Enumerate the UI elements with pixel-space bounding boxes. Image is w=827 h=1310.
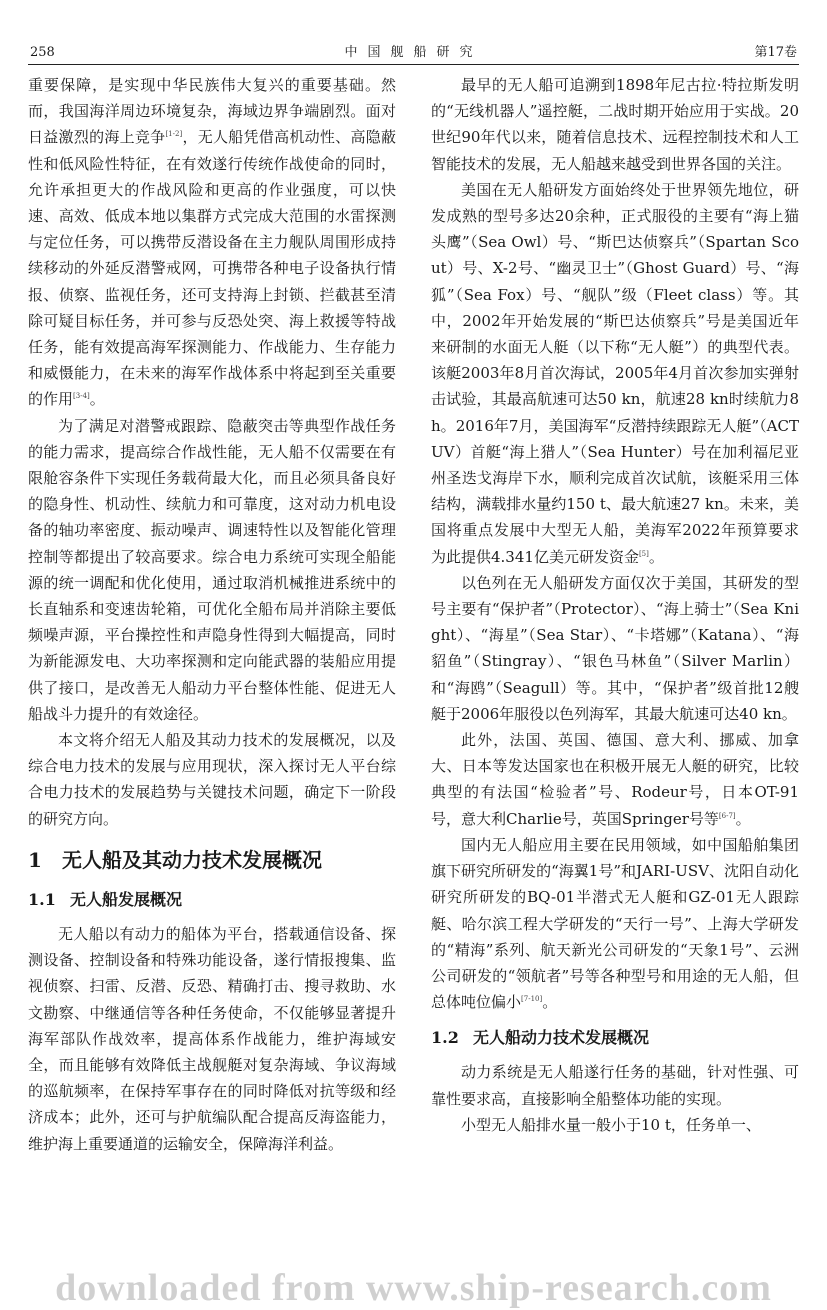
subsection-heading: 1.1 无人船发展概况: [28, 889, 183, 909]
paragraph: 美国在无人船研发方面始终处于世界领先地位，研发成熟的型号多达20余种，正式服役的主要有“海上猫头鹰”（Sea Owl）号、“斯巴达侦察兵”（Spartan Scout）号、X-2号、“幽灵卫士”（Ghost Guard）号、“海狐”（Sea Fox）号、“舰队”级（Fleet class）等。其中，2002年开始发展的“斯巴达侦察兵”号是美国近年来研制的水面无人艇（以下称“无人艇”）的典型代表。该艇2003年8月首次海试，2005年4月首次参加实弹射击试验，其最高航速可达50 kn，航速28 kn时续航力8 h。2016年7月，美国海军“反潜持续跟踪无人艇”（ACTUV）首艇“海上猎人”（Sea Hunter）号在加利福尼亚州圣迭戈海岸下水，顺利完成首次试航，该艇采用三体结构，满载排水量约150 t、最大航速27 kn。未来，美国将重点发展中大型无人船，美海军2022年预算要求为此提供4.341亿美元研发资金[5]。: [431, 180, 799, 566]
volume-label: 第17卷: [754, 45, 797, 60]
paragraph: 本文将介绍无人船及其动力技术的发展概况，以及综合电力技术的发展与应用现状，深入探讨无人平台综合电力技术的发展趋势与关键技术问题，确定下一阶段的研究方向。: [28, 731, 396, 828]
paragraph: 动力系统是无人船遂行任务的基础，针对性强、可靠性要求高，直接影响全船整体功能的实现。: [431, 1063, 799, 1108]
citation[interactable]: [5]: [638, 549, 649, 558]
paragraph: 最早的无人船可追溯到1898年尼古拉·特拉斯发明的“无线机器人”遥控艇，二战时期开始应用于实战。20世纪90年代以来，随着信息技术、远程控制技术和人工智能技术的发展，无人船越来越受到世界各国的关注。: [431, 76, 799, 173]
citation[interactable]: [7-10]: [521, 995, 543, 1004]
paragraph: 重要保障，是实现中华民族伟大复兴的重要基础。然而，我国海洋周边环境复杂，海域边界争端剧烈。面对日益激烈的海上竞争[1-2]，无人船凭借高机动性、高隐蔽性和低风险性特征，在有效遂行传统作战使命的同时，允许承担更大的作战风险和更高的作业强度，可以快速、高效、低成本地以集群方式完成大范围的水雷探测与定位任务，可以携带反潜设备在主力舰队周围形成持续移动的外延反潜警戒网，可携带各种电子设备执行情报、侦察、监视任务，还可支持海上封锁、拦截甚至清除可疑目标任务，并可参与反恐处突、海上救援等特战任务，能有效提高海军探测能力、作战能力、生存能力和威慑能力，在未来的海军作战体系中将起到至关重要的作用[3-4]。: [28, 76, 396, 409]
subsection-heading: 1.2 无人船动力技术发展概况: [431, 1028, 650, 1048]
paragraph: 为了满足对潜警戒跟踪、隐蔽突击等典型作战任务的能力需求，提高综合作战性能，无人船不仅需要在有限舱容条件下实现任务载荷最大化，而且必须具备良好的隐身性、机动性、续航力和可靠度，这对动力机电设备的轴功率密度、振动噪声、调速特性以及智能化管理控制等都提出了较高要求。综合电力系统可实现全船能源的统一调配和优化使用，通过取消机械推进系统中的长直轴系和变速齿轮箱，可优化全船布局并消除主要低频噪声源，平台操控性和声隐身性得到大幅提高，同时为新能源发电、大功率探测和定向能武器的装船应用提供了接口，是改善无人船动力平台整体性能、促进无人船战斗力提升的有效途径。: [28, 416, 396, 723]
left-column: [28, 72, 396, 1157]
page-number: 258: [30, 45, 55, 60]
paragraph: 此外，法国、英国、德国、意大利、挪威、加拿大、日本等发达国家也在积极开展无人艇的研究，比较典型的有法国“检验者”号、Rodeur号，日本OT-91号，意大利Charlie号，英国Springer号等[6-7]。: [431, 731, 799, 828]
paragraph: 以色列在无人船研发方面仅次于美国，其研发的型号主要有“保护者”（Protector）、“海上骑士”（Sea Knight）、“海星”（Sea Star）、“卡塔娜”（Katana）、“海貂鱼”（Stingray）、“银色马林鱼”（Silver Marlin）和“海鸥”（Seagull）等。其中，“保护者”级首批12艘艇于2006年服役以色列海军，其最大航速可达40 kn。: [431, 573, 799, 723]
right-column: [431, 72, 799, 1138]
section-heading: 1 无人船及其动力技术发展概况: [28, 847, 322, 872]
citation[interactable]: [3-4]: [73, 392, 90, 401]
paragraph: 小型无人船排水量一般小于10 t，任务单一、: [461, 1115, 761, 1134]
download-watermark: downloaded from www.ship-research.com: [55, 1267, 772, 1309]
running-header: [28, 44, 799, 65]
paragraph: 无人船以有动力的船体为平台，搭载通信设备、探测设备、控制设备和特殊功能设备，遂行情报搜集、监视侦察、扫雷、反潜、反恐、精确打击、搜寻救助、水文勘察、中继通信等各种任务使命，不仅能够显著提升海军部队作战效率，提高体系作战能力，维护海域安全，而且能够有效降低主战舰艇对复杂海域、争议海域的巡航频率，在保持军事存在的同时降低对抗等级和经济成本；此外，还可与护航编队配合提高反海盗能力，维护海上重要通道的运输安全，保障海洋利益。: [28, 924, 396, 1153]
citation[interactable]: [1-2]: [165, 130, 183, 139]
journal-title: 中国舰船研究: [344, 45, 483, 60]
citation[interactable]: [6-7]: [718, 811, 736, 820]
paragraph: 国内无人船应用主要在民用领域，如中国船舶集团旗下研究所研发的“海翼1号”和JARI-USV、沈阳自动化研究所研发的BQ-01半潜式无人艇和GZ-01无人跟踪艇、哈尔滨工程大学研发的“天行一号”、上海大学研发的“精海”系列、航天新光公司研发的“天象1号”、云洲公司研发的“领航者”号等各种型号和用途的无人船，但总体吨位偏小[7-10]。: [431, 835, 799, 1012]
